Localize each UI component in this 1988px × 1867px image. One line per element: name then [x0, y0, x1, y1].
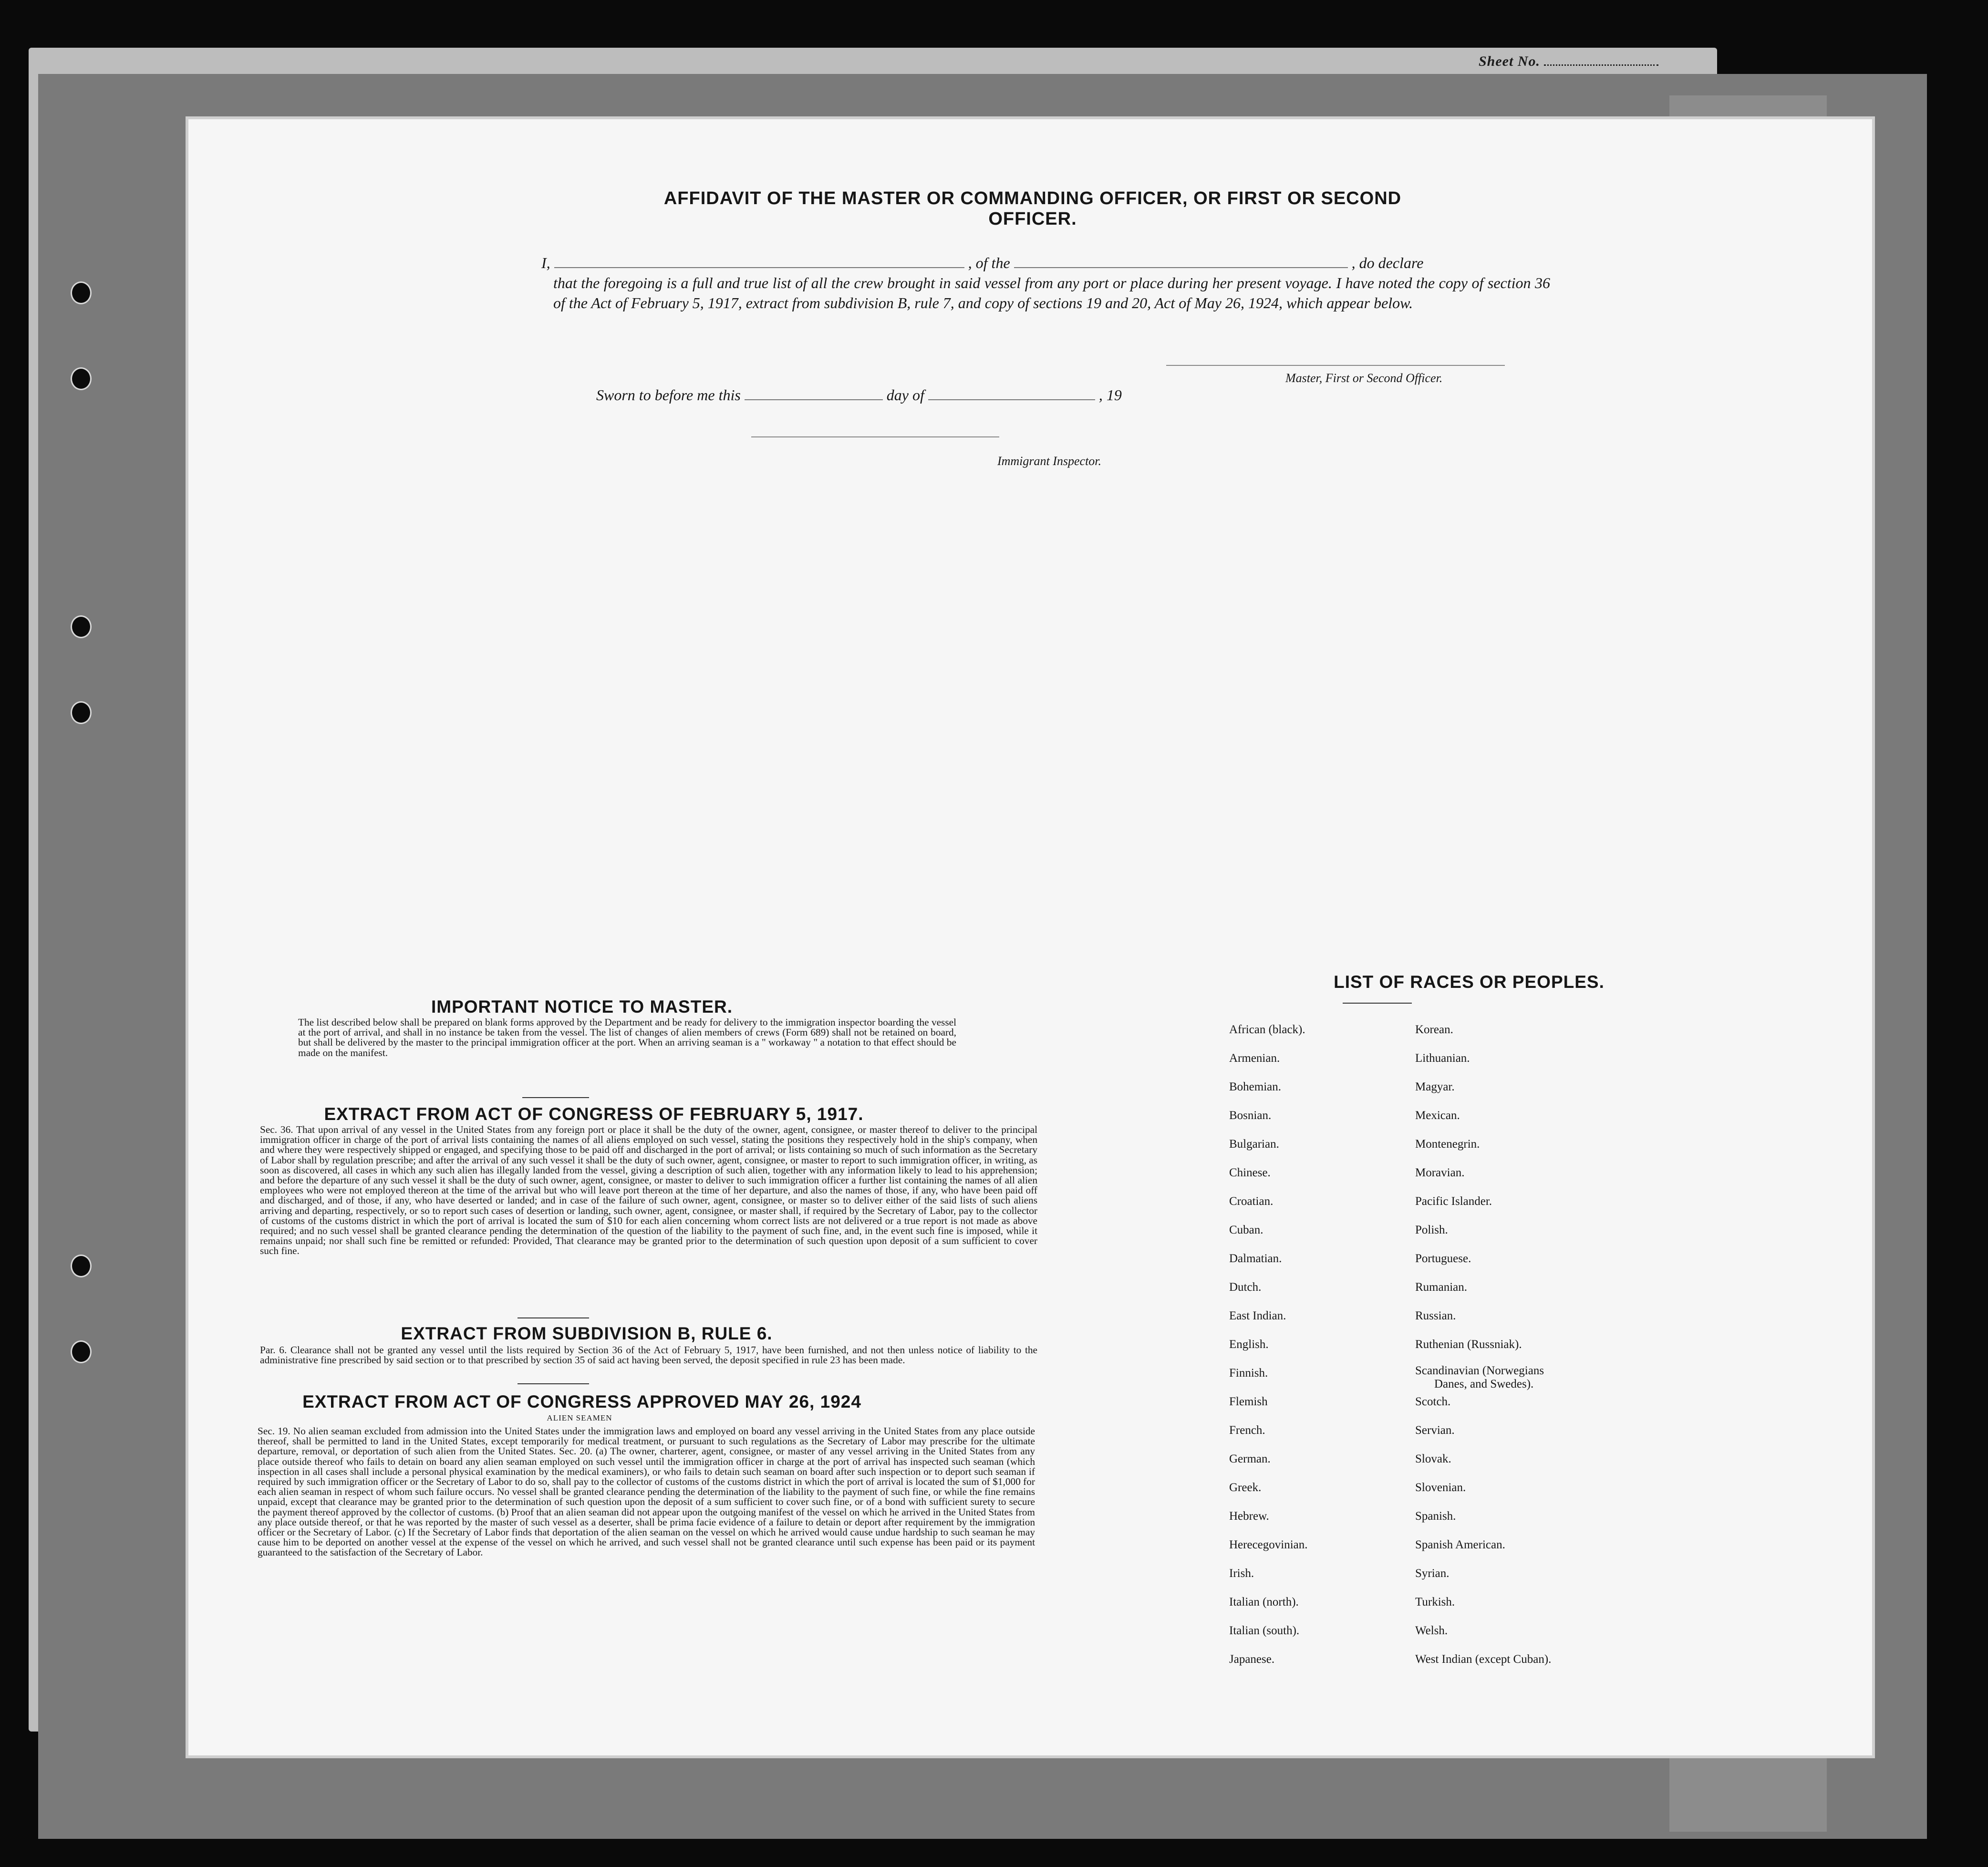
master-signature-label: Master, First or Second Officer.: [1285, 371, 1443, 385]
race-item: Slovak.: [1415, 1452, 1451, 1465]
binder-hole: [71, 367, 92, 390]
race-item: Italian (south).: [1229, 1624, 1300, 1637]
race-item: Turkish.: [1415, 1596, 1455, 1608]
race-item: Magyar.: [1415, 1080, 1455, 1093]
declaration-of-the-label: , of the: [968, 254, 1010, 271]
race-item: Syrian.: [1415, 1567, 1450, 1580]
race-item: Herecegovinian.: [1229, 1538, 1308, 1551]
sworn-line: [596, 386, 1431, 404]
race-item: Japanese.: [1229, 1653, 1275, 1666]
race-item: English.: [1229, 1338, 1269, 1351]
race-item: Welsh.: [1415, 1624, 1448, 1637]
race-item: Hebrew.: [1229, 1510, 1269, 1523]
sworn-day-of-label: day of: [886, 386, 924, 404]
race-item: Ruthenian (Russniak).: [1415, 1338, 1522, 1351]
sworn-month-field[interactable]: [928, 399, 1095, 400]
race-item: Montenegrin.: [1415, 1138, 1480, 1151]
binder-hole: [71, 701, 92, 724]
divider: [518, 1383, 589, 1384]
sworn-day-field[interactable]: [745, 399, 883, 400]
race-item: Slovenian.: [1415, 1481, 1466, 1494]
master-name-field[interactable]: [554, 267, 964, 268]
race-item: Korean.: [1415, 1023, 1453, 1036]
extract-1924-text: Sec. 19. No alien seaman excluded from admission into the United States under the immigration laws and employed on board any vessel arriving in the United States from any place outside thereof, shall be permitted to land in the United States, except temporarily for medical treatment, or pursuant to such regulations as the Secretary of Labor may prescribe for the ultimate departure, removal, or deportation of such alien from the United States. Sec. 20. (a) The owner, charterer, agent, consignee, or master of any vessel arriving in the United States from any place outside thereof who fails to detain on board any alien seaman employed on such vessel until the immigration officer in charge at the port of arrival has inspected such seaman (which inspection in all cases shall include a personal physical examination by the medical examiners), or who fails to detain such seaman on board after such inspection or to deport such seaman if required by such immigration officer or the Secretary of Labor to do so, shall pay to the collector of customs of the customs district in which the port of arrival is located the sum of $1,000 for each alien seaman in respect of whom such failure occurs. No vessel shall be granted clearance pending the determination of the liability to the payment of such fine, or while the fine remains unpaid, except that clearance may be granted prior to the determination of such question upon the deposit of a sum sufficient to cover such fine, or of a bond with sufficient surety to secure the payment thereof approved by the collector of customs. (b) Proof that an alien seaman did not appear upon the outgoing manifest of the vessel on which he arrived in the United States from any place outside thereof, or that he was reported by the master of such vessel as a deserter, shall be prima facie evidence of a failure to detain or deport after requirement by the immigration officer or the Secretary of Labor. (c) If the Secretary of Labor finds that deportation of the alien seaman on the vessel on which he arrived would cause undue hardship to such seaman he may cause him to be deported on another vessel at the expense of the vessel on which he arrived, and such vessel shall not be granted clearance until such expense has been paid or its payment guaranteed to the satisfaction of the Secretary of Labor.: [258, 1425, 1035, 1558]
extract-1924-subtitle: ALIEN SEAMEN: [547, 1413, 612, 1422]
master-signature-field[interactable]: [1166, 365, 1505, 366]
race-item: Armenian.: [1229, 1052, 1280, 1065]
race-item: Spanish.: [1415, 1510, 1456, 1523]
race-item: Servian.: [1415, 1424, 1455, 1437]
races-divider: [1343, 1003, 1412, 1004]
extract-1917-text: Sec. 36. That upon arrival of any vessel in the United States from any foreign port or place it shall be the duty of the owner, agent, consignee, or master thereof to deliver to the principal immigration officer in charge of the port of arrival lists containing the names of all aliens employed on such vessel, stating the positions they respectively hold in the ship's company, when and where they were respectively shipped or engaged, and specifying those to be paid off and discharged in the port of arrival; or lists containing so much of such information as the Secretary of Labor shall by regulation prescribe; and after the arrival of any such vessel it shall be the duty of such owner, agent, consignee, or master to report to such immigration officer, in writing, as soon as discovered, all cases in which any such alien has illegally landed from the vessel, giving a description of such alien, together with any information likely to lead to his apprehension; and before the departure of any such vessel it shall be the duty of such owner, agent, consignee, or master to deliver to such immigration officer a further list containing the names of all alien employees who were not employed thereon at the time of the arrival but who will leave port thereon at the time of her departure, and also the names of those, if any, who have been paid off and discharged, and of those, if any, who have deserted or landed; and in case of the failure of such owner, agent, consignee, or master so to deliver either of the said lists of such aliens arriving and departing, respectively, or so to report such cases of desertion or landing, such owner, agent, consignee, or master shall, if required by the Secretary of Labor, pay to the collector of customs of the customs district in which the port of arrival is located the sum of $10 for each alien concerning whom correct lists are not delivered or a true report is not made as above required; and no such vessel shall be granted clearance pending the determination of the question of the liability to the payment of such fine, and, in the event such fine is imposed, while it remains unpaid; nor shall such fine be remitted or refunded: Provided, That clearance may be granted prior to the determination of such question upon deposit of a sum sufficient to cover such fine.: [260, 1124, 1037, 1257]
race-item: Polish.: [1415, 1224, 1448, 1236]
race-item: German.: [1229, 1452, 1271, 1465]
race-item: Pacific Islander.: [1415, 1195, 1492, 1208]
binder-hole: [71, 281, 92, 304]
race-item: Moravian.: [1415, 1166, 1465, 1179]
race-item: Scandinavian (Norwegians: [1415, 1364, 1544, 1377]
binder-hole: [71, 1340, 92, 1363]
vessel-name-field[interactable]: [1014, 267, 1348, 268]
race-item: Bohemian.: [1229, 1080, 1282, 1093]
race-item: Spanish American.: [1415, 1538, 1505, 1551]
race-item: Cuban.: [1229, 1224, 1263, 1236]
extract-1917-title: EXTRACT FROM ACT OF CONGRESS OF FEBRUARY 5, 1917.: [324, 1104, 864, 1124]
sworn-prefix: Sworn to before me this: [596, 386, 741, 404]
notice-text: The list described below shall be prepared on blank forms approved by the Department and be ready for delivery to the immigration inspector boarding the vessel at the port of arrival, and shall in no instance be taken from the vessel. The list of changes of alien members of crews (Form 689) shall not be retained on board, but shall be delivered by the master to the principal immigration officer at the port. When an arriving seaman is a " workaway " a notation to that effect should be made on the manifest.: [298, 1016, 956, 1058]
race-item: Scotch.: [1415, 1395, 1451, 1408]
race-item: Russian.: [1415, 1309, 1456, 1322]
binder-hole: [71, 1255, 92, 1277]
race-item: French.: [1229, 1424, 1265, 1437]
notice-title: IMPORTANT NOTICE TO MASTER.: [431, 997, 733, 1016]
race-item: Italian (north).: [1229, 1596, 1299, 1608]
divider: [518, 1317, 589, 1318]
race-item: Portuguese.: [1415, 1252, 1471, 1265]
race-item: Bulgarian.: [1229, 1138, 1279, 1151]
sheet-number-label: Sheet No.: [1479, 53, 1658, 70]
inspector-signature-field[interactable]: [751, 436, 999, 437]
race-item: Lithuanian.: [1415, 1052, 1470, 1065]
race-item: East Indian.: [1229, 1309, 1286, 1322]
race-item: Dutch.: [1229, 1281, 1262, 1294]
declaration-i-label: I,: [541, 254, 550, 271]
declaration-line: [541, 253, 1500, 273]
divider: [522, 1097, 589, 1098]
extract-rule6-text: Par. 6. Clearance shall not be granted any vessel until the lists required by Section 36 of the Act of February 5, 1917, have been furnished, and not then unless notice of liability to the administrative fine prescribed by said section or to that prescribed by section 35 of said act having been served, the deposit specified in rule 23 has been made.: [260, 1344, 1037, 1366]
race-item: Dalmatian.: [1229, 1252, 1282, 1265]
race-item: Bosnian.: [1229, 1109, 1272, 1122]
race-item: Danes, and Swedes).: [1434, 1378, 1534, 1390]
affidavit-title: AFFIDAVIT OF THE MASTER OR COMMANDING OFFICER, OR FIRST OR SECOND OFFICER.: [663, 188, 1402, 229]
extract-1924-title: EXTRACT FROM ACT OF CONGRESS APPROVED MAY 26, 1924: [302, 1392, 861, 1411]
declaration-body: that the foregoing is a full and true list of all the crew brought in said vessel from any port or place during her present voyage. I have noted the copy of section 36 of the Act of February 5, 1917, extract from subdivision B, rule 7, and copy of sections 19 and 20, Act of May 26, 1924, which appear below.: [553, 274, 1550, 311]
inspector-label: Immigrant Inspector.: [997, 454, 1102, 468]
race-item: Flemish: [1229, 1395, 1268, 1408]
race-item: African (black).: [1229, 1023, 1305, 1036]
race-item: Rumanian.: [1415, 1281, 1468, 1294]
race-item: Croatian.: [1229, 1195, 1274, 1208]
race-item: Chinese.: [1229, 1166, 1271, 1179]
race-item: Greek.: [1229, 1481, 1262, 1494]
binder-hole: [71, 615, 92, 638]
race-item: Irish.: [1229, 1567, 1254, 1580]
races-title: LIST OF RACES OR PEOPLES.: [1334, 972, 1605, 992]
extract-rule6-title: EXTRACT FROM SUBDIVISION B, RULE 6.: [401, 1324, 773, 1343]
race-item: West Indian (except Cuban).: [1415, 1653, 1552, 1666]
declaration-do-declare-label: , do declare: [1351, 254, 1424, 271]
sworn-year-label: , 19: [1098, 386, 1122, 404]
affidavit-page: [188, 119, 1872, 1755]
race-item: Finnish.: [1229, 1367, 1268, 1380]
race-item: Mexican.: [1415, 1109, 1460, 1122]
